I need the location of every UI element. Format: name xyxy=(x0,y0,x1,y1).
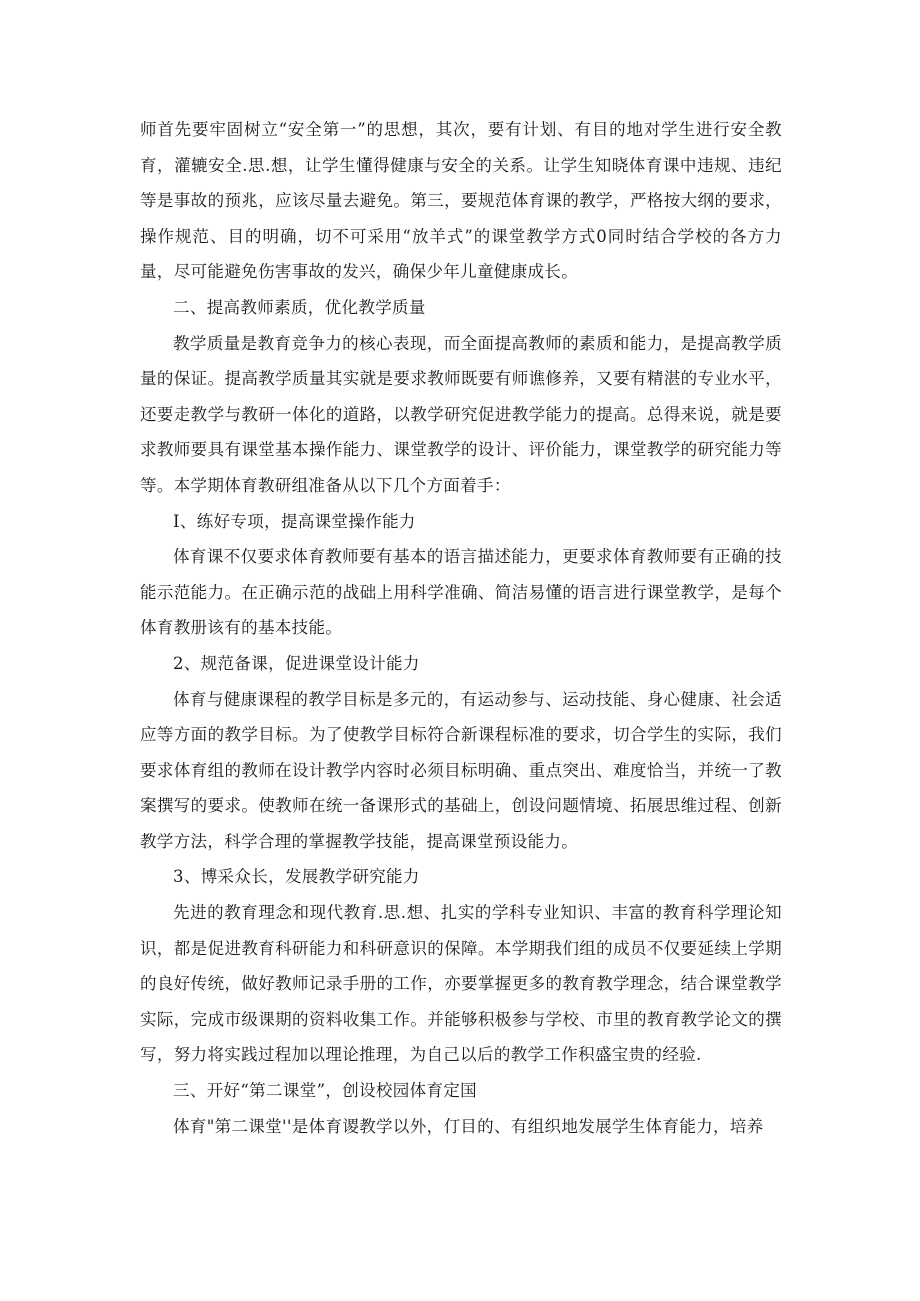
paragraph-lesson-preparation: 体育与健康课程的教学目标是多元的，有运动参与、运动技能、身心健康、社会适应等方面的教学目标。为了使教学目标符合新课程标准的要求，切合学生的实际，我们要求体育组的教师在设计教学内容时必须目标明确、重点突出、难度恰当，并统一了教案撰写的要求。使教师在统一备课形式的基础上，创设问题情境、拓展思维过程、创新教学方法，科学合理的掌握教学技能，提高课堂预设能力。 xyxy=(140,689,782,851)
heading-section-2: 二、提高教师素质，优化教学质量 xyxy=(173,297,426,317)
paragraph-demonstration-skills: 体育课不仅要求体育教师要有基本的语言描述能力，更要求体育教师要有正确的技能示范能力。在正确示范的战础上用科学准确、简洁易懂的语言进行课堂教学，是每个体育教册该有的基本技能。 xyxy=(140,547,782,638)
heading-section-3: 三、开好“第二课堂”，创设校园体育定国 xyxy=(173,1081,478,1101)
document-body xyxy=(140,112,782,1144)
heading-item-2: 2、规范备课，促进课堂设计能力 xyxy=(173,653,420,673)
paragraph-teaching-quality: 教学质量是教育竞争力的核心表现，而全面提高教师的素质和能力，是提高教学质量的保证。提高教学质量其实就是要求教师既要有师谯修养，又要有精湛的专业水平，还要走教学与教研一体化的道路，以教学研究促进教学能力的提高。总得来说，就是要求教师要具有课堂基本操作能力、课堂教学的设计、评价能力，课堂教学的研究能力等等。本学期体育教研组准备从以下几个方面着手： xyxy=(140,333,782,495)
paragraph-safety-education: 师首先要牢固树立“安全第一”的思想，其次，要有计划、有目的地对学生进行安全教育，灌辘安全.思.想，让学生懂得健康与安全的关系。让学生知晓体育课中违规、违纪等是事故的预兆，应该尽量去避免。第三，要规范体育课的教学，严格按大纲的要求，操作规范、目的明确，切不可采用“放羊式”的课堂教学方式0同时结合学校的各方力量，尽可能避免伤害事故的发兴，确保少年儿童健康成长。 xyxy=(140,120,782,282)
paragraph-research-ability: 先进的教育理念和现代教育.思.想、扎实的学科专业知识、丰富的教育科学理论知识，都是促进教育科研能力和科研意识的保障。本学期我们组的成员不仅要延续上学期的良好传统，做好教师记录手册的工作，亦要掌握更多的教育教学理念，结合课堂教学实际，完成市级课期的资料收集工作。并能够积极参与学校、市里的教育教学论文的撰写，努力将实践过程加以理论推理，为自己以后的教学工作积盛宝贵的经验. xyxy=(140,903,782,1065)
paragraph-second-classroom: 体育"第二课堂''是体育谡教学以外，仃目的、有组织地发展学生体育能力，培养 xyxy=(173,1116,764,1136)
heading-item-1: I、练好专项，提高课堂操作能力 xyxy=(173,511,416,531)
heading-item-3: 3、博采众长，发展教学研究能力 xyxy=(173,867,420,887)
